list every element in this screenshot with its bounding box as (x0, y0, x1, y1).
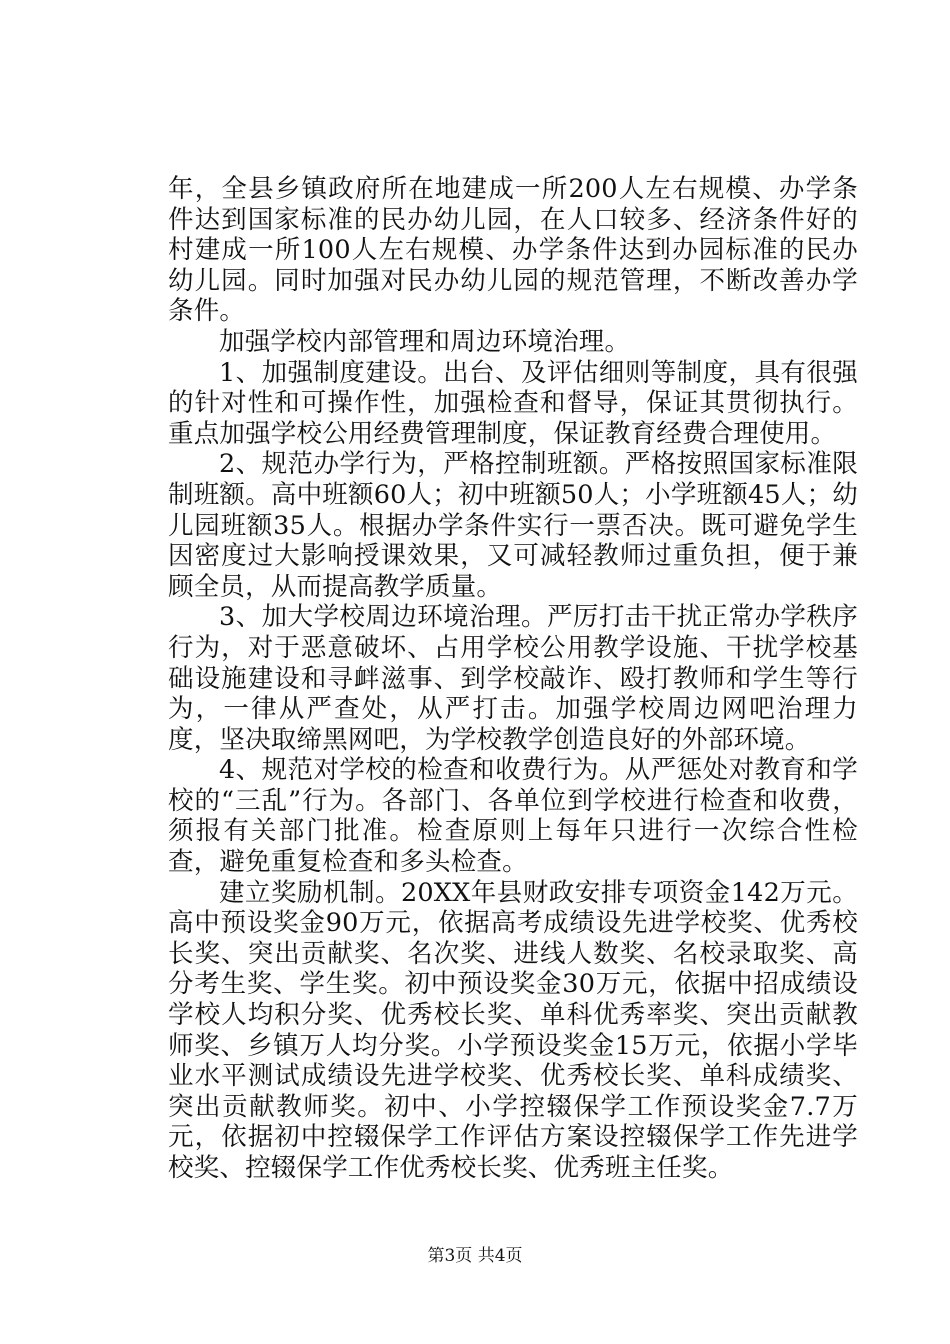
paragraph-item-3: 3、加大学校周边环境治理。严厉打击干扰正常办学秩序行为，对于恶意破坏、占用学校公用教学设施、干扰学校基础设施建设和寻衅滋事、到学校敲诈、殴打教师和学生等行为，一律从严查处，从严打击。加强学校周边网吧治理力度，坚决取缔黑网吧，为学校教学创造良好的外部环境。 (168, 602, 858, 755)
paragraph-item-4: 4、规范对学校的检查和收费行为。从严惩处对教育和学校的“三乱”行为。各部门、各单位到学校进行检查和收费，须报有关部门批准。检查原则上每年只进行一次综合性检查，避免重复检查和多头检查。 (168, 755, 858, 878)
paragraph-continuation: 年，全县乡镇政府所在地建成一所200人左右规模、办学条件达到国家标准的民办幼儿园，在人口较多、经济条件好的村建成一所100人左右规模、办学条件达到办园标准的民办幼儿园。同时加强对民办幼儿园的规范管理，不断改善办学条件。 (168, 174, 858, 327)
document-body (168, 174, 858, 1184)
paragraph-item-2: 2、规范办学行为，严格控制班额。严格按照国家标准限制班额。高中班额60人；初中班额50人；小学班额45人；幼儿园班额35人。根据办学条件实行一票否决。既可避免学生因密度过大影响授课效果，又可减轻教师过重负担，便于兼顾全员，从而提高教学质量。 (168, 449, 858, 602)
page-footer (0, 1246, 950, 1266)
page-number-label: 第3页 共4页 (427, 1246, 523, 1266)
paragraph-heading-management: 加强学校内部管理和周边环境治理。 (219, 326, 631, 357)
paragraph-item-1: 1、加强制度建设。出台、及评估细则等制度，具有很强的针对性和可操作性，加强检查和督导，保证其贯彻执行。重点加强学校公用经费管理制度，保证教育经费合理使用。 (168, 357, 858, 449)
paragraph-reward-mechanism: 建立奖励机制。20XX年县财政安排专项资金142万元。高中预设奖金90万元，依据高考成绩设先进学校奖、优秀校长奖、突出贡献奖、名次奖、进线人数奖、名校录取奖、高分考生奖、学生奖。初中预设奖金30万元，依据中招成绩设学校人均积分奖、优秀校长奖、单科优秀率奖、突出贡献教师奖、乡镇万人均分奖。小学预设奖金15万元，依据小学毕业水平测试成绩设先进学校奖、优秀校长奖、单科成绩奖、突出贡献教师奖。初中、小学控辍保学工作预设奖金7.7万元，依据初中控辍保学工作评估方案设控辍保学工作先进学校奖、控辍保学工作优秀校长奖、优秀班主任奖。 (168, 877, 858, 1183)
